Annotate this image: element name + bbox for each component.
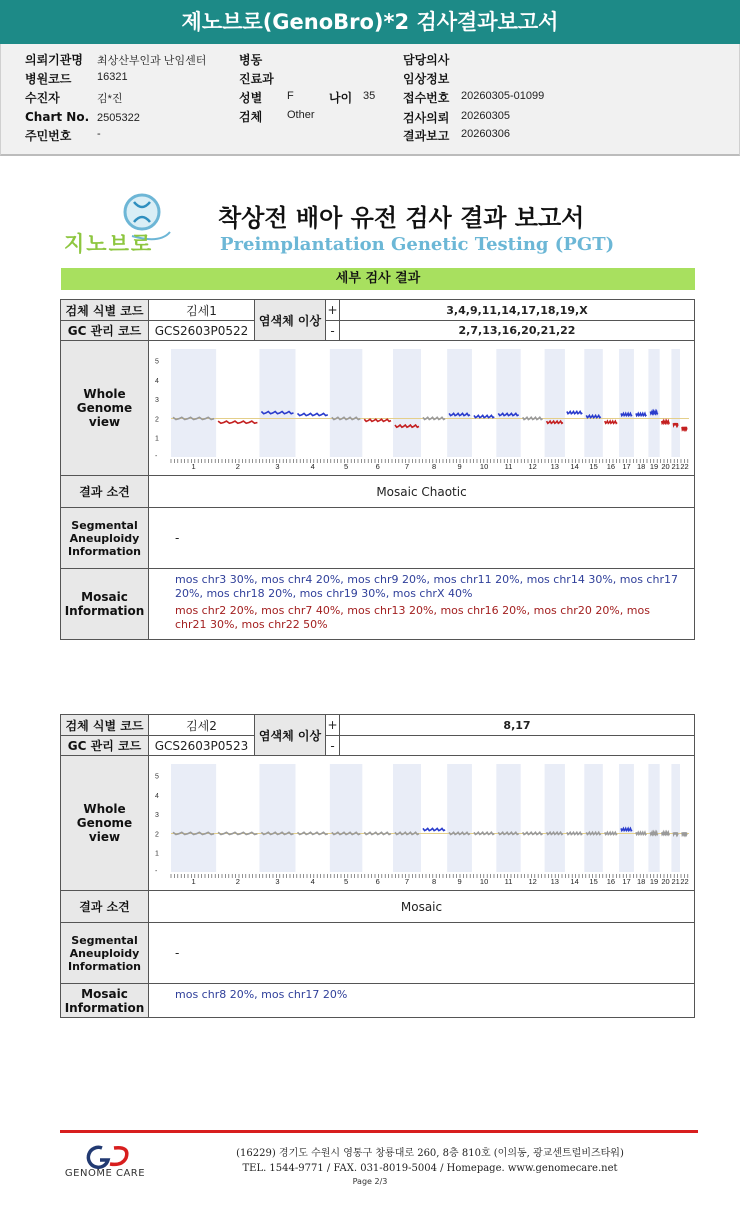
chromosome-band: [259, 764, 295, 872]
gc-code-label: GC 관리 코드: [61, 736, 149, 755]
copy-number-segment: [650, 412, 657, 414]
examinee-label: 수진자: [25, 91, 60, 105]
chromosome-label: 17: [622, 462, 631, 471]
receipt-no-label: 접수번호: [403, 91, 450, 105]
chromosome-band: [393, 764, 421, 872]
chromosome-label: 8: [432, 462, 437, 471]
chromosome-label: 5: [344, 462, 349, 471]
segmental-value: -: [175, 531, 180, 545]
mosaic-loss-list: mos chr2 20%, mos chr7 40%, mos chr13 20%, mos chr16 20%, mos chr20 20%, mos chr21 30%, mos chr22 50%: [175, 604, 650, 631]
section-title: 세부 검사 결과: [61, 268, 695, 290]
copy-number-segment: [682, 832, 687, 834]
chromosome-label: 4: [310, 877, 315, 886]
mosaic-value: [149, 569, 694, 639]
segmental-row: [61, 923, 694, 984]
copy-number-segment: [650, 832, 657, 834]
chromosome-label: 14: [570, 462, 579, 471]
examinee-value: 김*진: [97, 93, 123, 105]
result-label: 결과 소견: [61, 476, 149, 507]
chromosome-band: [619, 349, 634, 457]
copy-number-segment: [364, 832, 391, 834]
contact-line: TEL. 1544-9771 / FAX. 031-8019-5004 / Homepage. www.genomecare.net: [242, 1163, 618, 1174]
copy-number-segment: [636, 413, 646, 415]
chromosome-label: 8: [432, 877, 437, 886]
chromosome-label: 10: [479, 462, 489, 471]
chromosome-band: [447, 764, 472, 872]
receipt-no-value: 20260305-01099: [461, 90, 545, 102]
chromosome-band: [496, 764, 520, 872]
chromosome-band: [648, 349, 659, 457]
y-tick-label: 3: [155, 397, 159, 405]
chromosome-label: 13: [550, 877, 559, 886]
mosaic-gain-list: mos chr3 30%, mos chr4 20%, mos chr9 20%, mos chr11 20%, mos chr14 30%, mos chr17 20%, mos chr18 20%, mos chr19 30%, mos chrX 40%: [175, 573, 678, 600]
copy-number-segment: [364, 419, 391, 421]
chromosome-label: 17: [622, 877, 631, 886]
sample-id-row: [61, 715, 694, 736]
gain-chromosomes: 3,4,9,11,14,17,18,19,X: [446, 303, 588, 317]
gc-code-row: [61, 321, 694, 341]
result-value: Mosaic: [400, 899, 443, 914]
sample-id-label: 검체 식별 코드: [61, 300, 149, 320]
gain-chromosomes: 8,17: [503, 718, 531, 732]
chromosome-band: [619, 764, 634, 872]
gc-code-label: GC 관리 코드: [61, 321, 149, 340]
chromosome-label: 6: [375, 462, 380, 471]
loss-sign: -: [326, 321, 340, 340]
chromosome-band: [671, 349, 680, 457]
gain-sign: +: [326, 715, 340, 735]
chromosome-label: 1: [191, 877, 196, 886]
chromosome-label: 18: [637, 462, 646, 471]
chromosome-band: [330, 349, 362, 457]
copy-number-segment: [567, 412, 582, 414]
chromosome-label: 2: [235, 462, 240, 471]
copy-number-segment: [567, 832, 582, 834]
y-tick-label: -: [155, 453, 158, 460]
doctor-label: 담당의사: [403, 53, 450, 67]
resident-no-label: 주민번호: [25, 129, 72, 143]
copy-number-segment: [474, 832, 494, 834]
page-number: Page 2/3: [352, 1177, 388, 1186]
hospital-code-label: 병원코드: [25, 72, 72, 86]
mosaic-row: [61, 984, 694, 1017]
mosaic-gain-list: mos chr8 20%, mos chr17 20%: [175, 988, 348, 1001]
chromosome-label: 14: [570, 877, 579, 886]
copy-number-segment: [662, 421, 670, 423]
segmental-label: Segmental Aneuploidy Information: [61, 508, 149, 568]
copy-number-segment: [298, 832, 328, 834]
age-value: 35: [363, 90, 376, 102]
genome-view-label: Whole Genome view: [61, 341, 149, 475]
report-title-bar: [0, 0, 740, 44]
chromosome-label: 1: [191, 462, 196, 471]
chromosome-label: 7: [404, 877, 410, 886]
sample-id-value: 김세2: [149, 715, 255, 735]
sample-id-row: [61, 300, 694, 321]
chromosome-band: [648, 764, 659, 872]
chromosome-label: 15: [589, 462, 598, 471]
y-tick-label: -: [155, 868, 158, 875]
result-value: Mosaic Chaotic: [376, 484, 467, 499]
copy-number-segment: [636, 832, 646, 834]
gain-sign: +: [326, 300, 340, 320]
chromosome-label: 19: [649, 462, 659, 471]
mosaic-label: Mosaic Information: [61, 984, 149, 1017]
request-date-value: 20260305: [461, 110, 510, 122]
copy-number-segment: [621, 828, 632, 830]
company-address: [200, 1146, 660, 1176]
chromosome-label: 11: [504, 877, 513, 886]
copy-number-segment: [682, 427, 687, 429]
y-tick-label: 2: [155, 416, 159, 424]
chromosome-label: 22: [680, 462, 689, 471]
institution-value: 최상산부인과 난임센터: [97, 55, 207, 67]
genome-view-row: [61, 341, 694, 476]
footer-divider: [60, 1130, 698, 1133]
chart-no-value: 2505322: [97, 112, 140, 124]
chromosome-label: 12: [528, 877, 537, 886]
chromosome-label: 13: [550, 462, 559, 471]
chromosome-label: 19: [649, 877, 659, 886]
sex-label: 성별: [239, 91, 263, 105]
request-date-label: 검사의뢰: [403, 111, 450, 125]
chromosome-band: [545, 764, 565, 872]
genome-view-label: Whole Genome view: [61, 756, 149, 890]
segmental-label: Segmental Aneuploidy Information: [61, 923, 149, 983]
y-tick-label: 2: [155, 831, 159, 839]
chromosome-band: [671, 764, 680, 872]
mosaic-label: Mosaic Information: [61, 569, 149, 639]
chromosome-label: 15: [589, 877, 598, 886]
chromosome-band: [330, 764, 362, 872]
result-row: [61, 476, 694, 508]
chromosome-label: 12: [528, 462, 537, 471]
result-label: 결과 소견: [61, 891, 149, 922]
chromosome-label: 3: [275, 462, 280, 471]
age-label: 나이: [329, 91, 353, 105]
y-tick-label: 1: [155, 850, 159, 858]
address-line: (16229) 경기도 수원시 영통구 창룡대로 260, 8층 810호 (이의동, 광교센트럴비즈타워): [236, 1148, 624, 1159]
report-date-value: 20260306: [461, 128, 510, 140]
y-tick-label: 5: [155, 773, 159, 781]
copy-number-segment: [298, 413, 328, 415]
gc-code-row: [61, 736, 694, 756]
copy-number-segment: [605, 421, 617, 423]
chromosome-label: 22: [680, 877, 689, 886]
result-row: [61, 891, 694, 923]
department-label: 진료과: [239, 72, 274, 86]
y-tick-label: 4: [155, 377, 159, 385]
copy-number-segment: [662, 832, 670, 834]
copy-number-segment: [474, 415, 494, 417]
genome-view-row: [61, 756, 694, 891]
specimen-value: Other: [287, 109, 315, 121]
loss-chromosomes: 2,7,13,16,20,21,22: [458, 324, 576, 337]
mosaic-value: [149, 984, 694, 1017]
y-tick-label: 4: [155, 792, 159, 800]
gc-code-value: GCS2603P0523: [149, 736, 255, 755]
chromosome-label: 18: [637, 877, 646, 886]
chromosome-label: 9: [457, 877, 462, 886]
copy-number-segment: [605, 832, 617, 834]
chromosome-band: [584, 349, 603, 457]
report-title-english: Preimplantation Genetic Testing (PGT): [220, 234, 615, 255]
chromosome-band: [584, 764, 603, 872]
loss-chromosomes: [340, 736, 694, 755]
chromosome-label: 9: [457, 462, 462, 471]
sample-id-label: 검체 식별 코드: [61, 715, 149, 735]
chromosome-band: [393, 349, 421, 457]
chromosome-label: 20: [661, 877, 670, 886]
y-tick-label: 5: [155, 358, 159, 366]
y-tick-label: 1: [155, 435, 159, 443]
report-title-korean: 착상전 배아 유전 검사 결과 보고서: [218, 204, 585, 232]
sex-value: F: [287, 90, 294, 102]
hospital-code-value: 16321: [97, 71, 128, 83]
logo-text: 지노브로: [64, 232, 154, 256]
segmental-row: [61, 508, 694, 569]
chromosome-band: [496, 349, 520, 457]
institution-label: 의뢰기관명: [25, 53, 83, 67]
chromosome-label: 21: [671, 877, 680, 886]
sample-id-value: 김세1: [149, 300, 255, 320]
ward-label: 병동: [239, 53, 263, 67]
abnormality-label: 염색체 이상: [255, 300, 326, 341]
copy-number-segment: [523, 832, 543, 834]
resident-no-value: -: [97, 128, 101, 140]
segmental-value: -: [175, 946, 180, 960]
chromosome-label: 11: [504, 462, 513, 471]
copy-number-segment: [673, 832, 678, 834]
chromosome-band: [171, 349, 216, 457]
abnormality-label: 염색체 이상: [255, 715, 326, 756]
loss-sign: -: [326, 736, 340, 755]
copy-number-segment: [523, 417, 543, 419]
specimen-label: 검체: [239, 110, 263, 124]
chromosome-label: 5: [344, 877, 349, 886]
chromosome-label: 7: [404, 462, 410, 471]
gc-code-value: GCS2603P0522: [149, 321, 255, 340]
chromosome-label: 20: [661, 462, 670, 471]
copy-number-segment: [218, 421, 257, 423]
chromosome-label: 3: [275, 877, 280, 886]
chromosome-label: 10: [479, 877, 489, 886]
whole-genome-chart: [153, 760, 693, 888]
copy-number-segment: [423, 828, 445, 830]
mosaic-row: [61, 569, 694, 639]
chromosome-band: [447, 349, 472, 457]
copy-number-segment: [673, 423, 678, 425]
clinical-label: 임상정보: [403, 72, 450, 86]
chart-no-label: Chart No.: [25, 110, 90, 124]
chromosome-label: 4: [310, 462, 315, 471]
whole-genome-chart: [153, 345, 693, 473]
chromosome-band: [259, 349, 295, 457]
chromosome-label: 6: [375, 877, 380, 886]
chromosome-label: 16: [606, 462, 616, 471]
y-tick-label: 3: [155, 812, 159, 820]
chromosome-band: [545, 349, 565, 457]
copy-number-segment: [423, 417, 445, 419]
copy-number-segment: [621, 413, 632, 415]
report-date-label: 결과보고: [403, 129, 450, 143]
chromosome-label: 16: [606, 877, 616, 886]
chromosome-band: [171, 764, 216, 872]
patient-info-panel: [0, 44, 740, 156]
report-title: 제노브로(GenoBro)*2 검사결과보고서: [181, 10, 559, 34]
chromosome-label: 21: [671, 462, 680, 471]
chromosome-label: 2: [235, 877, 240, 886]
sample-result-table-1: [60, 299, 695, 640]
company-name: GENOME CARE: [64, 1168, 146, 1179]
sample-result-table-2: [60, 714, 695, 1018]
